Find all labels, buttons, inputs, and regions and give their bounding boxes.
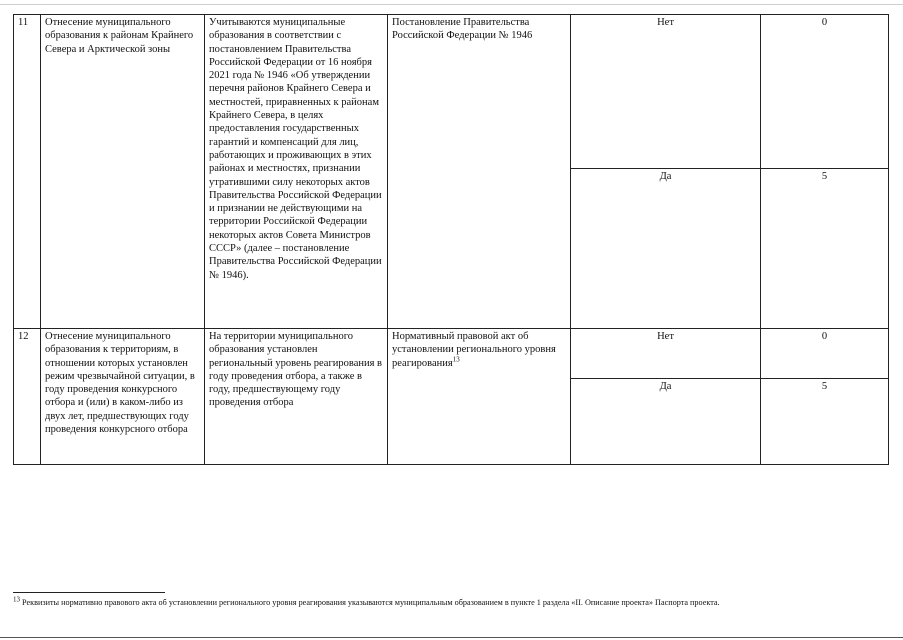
- criterion-cell: Отнесение муниципального образования к районам Крайнего Севера и Арктической зоны: [41, 15, 205, 329]
- score-cell: 5: [761, 169, 889, 329]
- footnote-reference: 13: [452, 355, 460, 364]
- footnote-text: Реквизиты нормативно правового акта об установлении регионального уровня реагирования указываются муниципальным образованием в пункте 1 раздела «II. Описание проекта» Паспорта проекта.: [22, 598, 720, 607]
- top-scan-rule: [0, 0, 903, 5]
- footnote: [13, 595, 893, 608]
- score-cell: 0: [761, 329, 889, 379]
- score-cell: 5: [761, 379, 889, 465]
- table-row-11: [14, 15, 889, 169]
- source-cell: Постановление Правительства Российской Федерации № 1946: [388, 15, 571, 329]
- answer-cell: Нет: [571, 329, 761, 379]
- criteria-table: [13, 14, 889, 465]
- description-cell: Учитываются муниципальные образования в соответствии с постановлением Правительства Российской Федерации от 16 ноября 2021 года № 1946 «Об утверждении перечня районов Крайнего Севера и местностей, приравненных к районам Крайнего Севера, в целях предоставления государственных гарантий и компенсаций для лиц, работающих и проживающих в этих районах и местностях, признании утратившими силу некоторых актов Правительства Российской Федерации и признании не действующими на территории Российской Федерации некоторых актов Совета Министров СССР» (далее – постановление Правительства Российской Федерации № 1946).: [205, 15, 388, 329]
- answer-cell: Нет: [571, 15, 761, 169]
- table-row-12: [14, 329, 889, 379]
- row-number: 11: [14, 15, 41, 329]
- row-number: 12: [14, 329, 41, 465]
- footnote-separator: [13, 592, 165, 593]
- source-text: Нормативный правовой акт об установлении регионального уровня реагирования: [392, 331, 556, 369]
- bottom-scan-rule: [0, 637, 903, 638]
- answer-cell: Да: [571, 169, 761, 329]
- score-cell: 0: [761, 15, 889, 169]
- description-cell: На территории муниципального образования установлен региональный уровень реагирования в году проведения отбора, а также в году, предшествующему году проведения отбора: [205, 329, 388, 465]
- answer-cell: Да: [571, 379, 761, 465]
- criterion-cell: Отнесение муниципального образования к территориям, в отношении которых установлен режим чрезвычайной ситуации, в году проведения конкурсного отбора и (или) в каком-либо из двух лет, предшествующих году проведения конкурсного отбора: [41, 329, 205, 465]
- source-cell: [388, 329, 571, 465]
- footnote-marker: 13: [13, 595, 20, 604]
